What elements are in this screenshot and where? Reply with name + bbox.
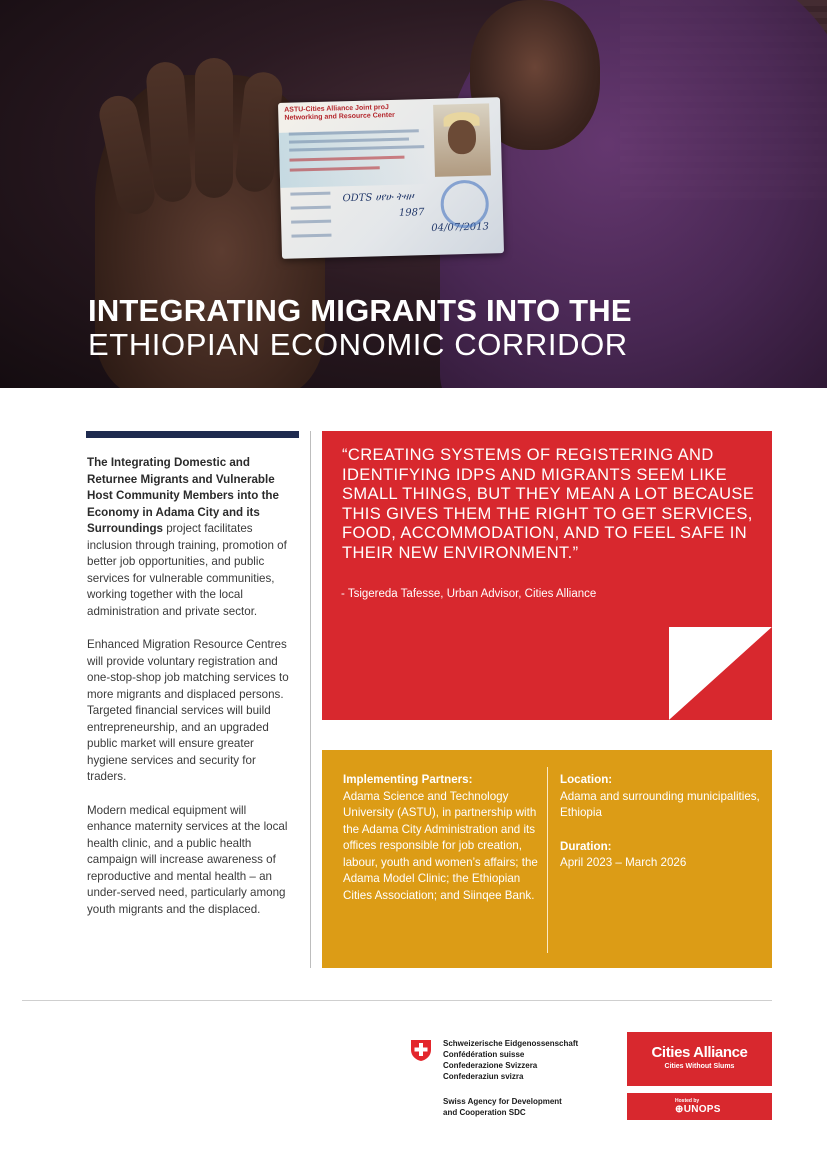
unops-text: UNOPS (683, 1104, 721, 1115)
cities-alliance-name: Cities Alliance (651, 1044, 748, 1061)
intro-paragraph (87, 455, 292, 620)
unops-logo (627, 1093, 772, 1120)
card-text-line (290, 192, 330, 196)
page-title: INTEGRATING MIGRANTS INTO THE (88, 293, 632, 328)
quote-box (322, 431, 772, 720)
card-text-line (291, 234, 331, 238)
swiss-line: Schweizerische Eidgenossenschaft (443, 1039, 579, 1048)
location-value: Adama and surrounding municipalities, Ethiopia (560, 789, 760, 819)
swiss-line: Confederazione Svizzera (443, 1061, 538, 1070)
corner-triangle-graphic (669, 627, 772, 720)
sdc-text (443, 1096, 613, 1118)
cities-alliance-logo (627, 1032, 772, 1086)
column-divider (310, 431, 311, 968)
paragraph-migration-centres: Enhanced Migration Resource Centres will provide voluntary registration and one-stop-shop job matching services to more migrants and displaced persons. Targeted financial services will build entrepreneurship, and an upgraded public market will ensure greater hygiene services and security for traders. (87, 638, 289, 783)
implementing-partners (343, 772, 539, 904)
hosted-by-label: Hosted by (675, 1098, 700, 1104)
quote-text: “CREATING SYSTEMS OF REGISTERING AND IDENTIFYING IDPS AND MIGRANTS SEEM LIKE SMALL THINGS, BUT THEY MEAN A LOT BECAUSE THIS GIVES THEM THE RIGHT TO GET SERVICES, FOOD, ACCOMMODATION, AND TO FEEL SAFE IN THEIR NEW ENVIRONMENT.” (342, 446, 755, 562)
hero-image (0, 0, 827, 388)
card-text-line (291, 220, 331, 224)
swiss-line: Confederaziun svizra (443, 1072, 524, 1081)
sdc-line: Swiss Agency for Development (443, 1097, 562, 1106)
card-handwriting: ODTS ሀየሁ ትዛዞ (342, 191, 414, 205)
project-name: The Integrating Domestic and Returnee Migrants and Vulnerable Host Community Members into the Economy in Adama City and its Surroundings (87, 456, 279, 535)
card-handwriting: 04/07/2013 (431, 221, 490, 234)
location-label: Location: (560, 773, 613, 786)
implementing-partners-label: Implementing Partners: (343, 773, 473, 786)
footer-rule (22, 1000, 772, 1001)
left-column (87, 455, 292, 935)
card-photo (433, 103, 491, 176)
duration-label: Duration: (560, 839, 612, 853)
cities-alliance-tagline: Cities Without Slums (664, 1063, 735, 1070)
swiss-line: Confédération suisse (443, 1050, 525, 1059)
implementing-partners-value: Adama Science and Technology University (ASTU), in partnership with the Adama City Administration and its offices responsible for job creation, labour, youth and women’s affairs; the Adama Model Clinic; the Ethiopian Cities Association; and Siinqee Bank. (343, 789, 538, 902)
card-header: ASTU-Cities Alliance Joint proJ Networking and Resource Center (284, 104, 395, 122)
sdc-line: and Cooperation SDC (443, 1108, 526, 1117)
swiss-confederation-text (443, 1038, 613, 1082)
unops-name: ⊕UNOPS (675, 1104, 721, 1115)
id-card (278, 97, 504, 259)
project-details-box (322, 750, 772, 968)
details-divider (547, 767, 548, 953)
paragraph-health: Modern medical equipment will enhance maternity services at the local health clinic, and a public health campaign will increase awareness of reproductive and mental health – an under-served need, particularly among youth migrants and the displaced. (87, 803, 288, 916)
page-subtitle: ETHIOPIAN ECONOMIC CORRIDOR (88, 327, 628, 362)
duration-value: April 2023 – March 2026 (560, 856, 687, 869)
location-duration (560, 772, 760, 872)
finger (195, 58, 233, 198)
intro-text: project facilitates inclusion through training, promotion of better job opportunities, and public services for vulnerable communities, working together with the local administration and private sector. (87, 522, 287, 618)
left-column-rule (86, 431, 299, 438)
quote-attribution: - Tsigereda Tafesse, Urban Advisor, Cities Alliance (341, 588, 597, 600)
swiss-flag-icon (409, 1038, 433, 1062)
card-text-line (291, 206, 331, 210)
card-handwriting: 1987 (398, 207, 425, 219)
